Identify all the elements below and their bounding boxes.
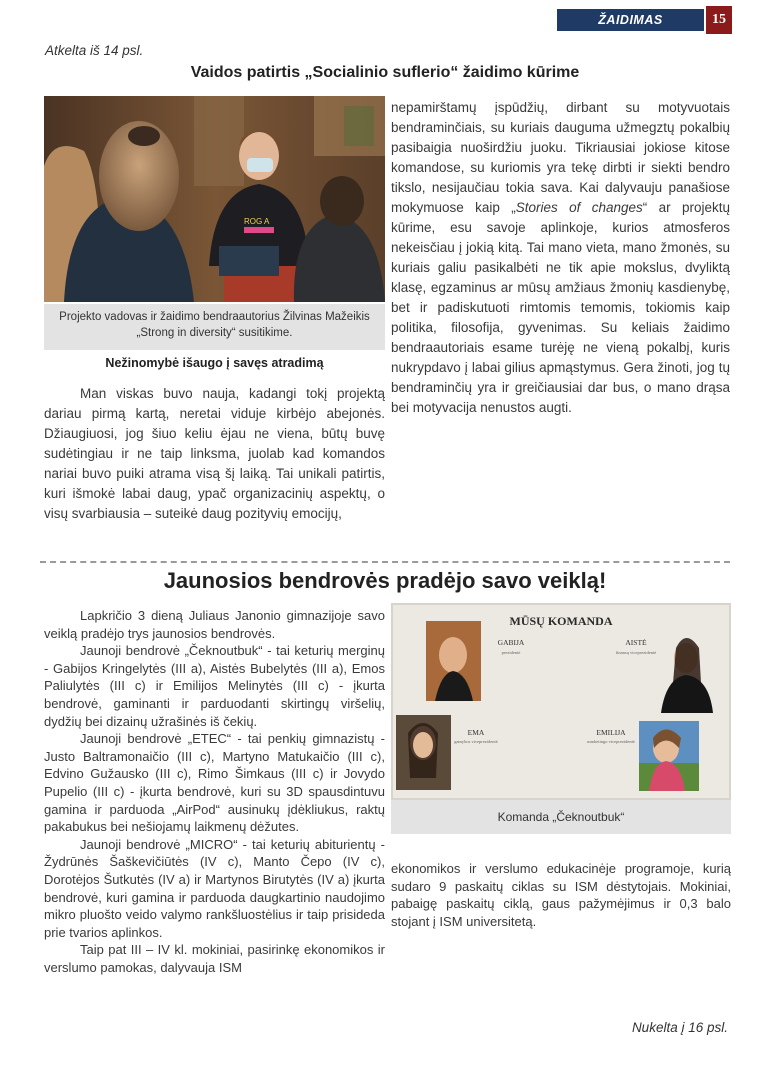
article1-subheading: Nežinomybė išaugo į savęs atradimą — [105, 356, 324, 370]
member-role: prezidentė — [501, 650, 521, 655]
article1-photo-caption: Projekto vadovas ir žaidimo bendraautorius Žilvinas Mažeikis „Strong in diversity“ susitikime. — [44, 304, 385, 350]
article2-paragraph: Jaunoji bendrovė „MICRO“ - tai keturių abiturientų - Žydrūnės Šaškevičiūtės (IV c), Manto Čepo (IV c), Dorotėjos Šutkutės (IV a) ir Martynos Birutytės (IV a) įkurta bendrovė, kuri gamina ir parduoda daugkartinio naudojimo mikro pluošto veido valymo rankšluostėlius ir taip prisideda prie tvarios aplinkos. — [44, 836, 385, 940]
article2-photo-caption: Komanda „Čeknoutbuk“ — [391, 800, 731, 834]
article2-paragraph-continued: ekonomikos ir verslumo edukacinėje programoje, kurią sudaro 9 paskaitų ciklas su ISM dėstytojais. Mokiniai, pabaigę paskaitų ciklą, gaus pažymėjimus ir 0,3 balo stojant į ISM universitetą. — [391, 861, 731, 929]
article1-title: Vaidos patirtis „Socialinio suflerio“ žaidimo kūrime — [190, 64, 580, 81]
article2-paragraph: Lapkričio 3 dieną Juliaus Janonio gimnazijoje savo veiklą pradėjo trys jaunosios bendrovės. — [44, 608, 385, 641]
article2-right-column — [391, 860, 731, 930]
shirt-print: ROG A — [244, 217, 270, 226]
section-divider — [40, 561, 730, 563]
article2-photo — [391, 603, 731, 800]
article2-paragraph: Jaunoji bendrovė „ETEC“ - tai penkių gimnazistų - Justo Baltramonaičio (III c), Martyno Matukaičio (III c), Edvino Gužausko (III c), Rimo Šimkaus (III c) ir Jovydo Pupelio (III c) - įkurta bendrovė, kuri su 3D spausdintuvu gamina ir parduoda „AirPod“ ausinukų įdėkliukus, raktų pakabukus bei nešiojamų laikmenų dėžutes. — [44, 731, 385, 835]
article1-right-column — [391, 98, 730, 418]
article1-paragraph: Man viskas buvo nauja, kadangi tokį projektą dariau pirmą kartą, neretai viduje kirbėjo abejonės. Džiaugiuosi, jog šiuo keliu ėjau ne viena, būtų buvę sudėtingiau ir ne taip linksma, juolab kad komandos nariai buvo puiki atrama visą šį laiką. Tai unikali patirtis, kuri išmokė labai daug, ypač organizacinių aspektų, o visų svarbiausia – suteikė daug pozityvių emocijų, — [44, 386, 385, 521]
article2-title: Jaunosios bendrovės pradėjo savo veiklą! — [163, 568, 607, 593]
article1-paragraph-continued: nepamirštamų įspūdžių, dirbant su motyvuotais bendraminčiais, su kuriais dauguma užmegztų pokalbių pasibaigia nuoširdžiu juoku. Tikriausiai jokiose kitose komandose, su kuriomis yra tekę dirbti ir siekti bendro tikslo, nesijaučiau tokia sava. Kai dalyvauju panašiose mokymuose kaip „Stories of changes“ ar projektų kūrime, esu savoje aplinkoje, kurios atmosferos nekeisčiau į jokią kitą. Tai mano vieta, mano žmonės, su kuriais galiu pasikalbėti ne tik apie mokslus, dvyliktą klasę, egzaminus ar mūsų amžiaus žmonių kasdienybę, bet ir padiskutuoti rimtomis temomis, tokiomis kaip politika, filosofija, gyvenimas. Su keliais žaidimo bendraautoriais esame turėję ne vieną pokalbį, kuris nukrypdavo į labai gilius apmąstymus. Gera žinoti, jog tų bendraminčių yra ir greičiausiai dar bus, o mano drąsa bei motyvacija nenustos augti. — [391, 100, 730, 415]
continued-from-note: Atkelta iš 14 psl. — [45, 43, 144, 58]
article2-paragraph: Jaunoji bendrovė „Čeknoutbuk“ - tai keturių merginų - Gabijos Kringelytės (III a), Aistės Bubelytės (III a), Emos Paliulytės (III c) ir Emilijos Melinytės (III c) - įkurta bendrovė, gaminanti ir parduodanti skirtingų viršelių, dydžių bei dizainų užrašinės iš čekių. — [44, 643, 385, 729]
member-role: finansų viceprezidentė — [615, 650, 657, 655]
member-name: EMA — [467, 728, 485, 737]
slide-title: MŪSŲ KOMANDA — [509, 614, 613, 628]
article1-left-column — [44, 384, 385, 524]
member-name: AISTĖ — [625, 638, 647, 647]
member-role: marketingo viceprezidentė — [587, 739, 635, 744]
article2-left-column — [44, 607, 385, 976]
member-role: gamybos viceprezidentė — [454, 739, 498, 744]
article1-photo — [44, 96, 385, 302]
continued-to-note: Nukelta į 16 psl. — [631, 1020, 728, 1035]
member-name: EMILIJA — [596, 728, 626, 737]
page-number: 15 — [706, 6, 732, 34]
section-tab: ŽAIDIMAS — [557, 9, 704, 31]
article2-paragraph: Taip pat III – IV kl. mokiniai, pasirinkę ekonomikos ir verslumo pamokas, dalyvauja ISM — [44, 942, 385, 975]
member-name: GABIJA — [497, 638, 525, 647]
